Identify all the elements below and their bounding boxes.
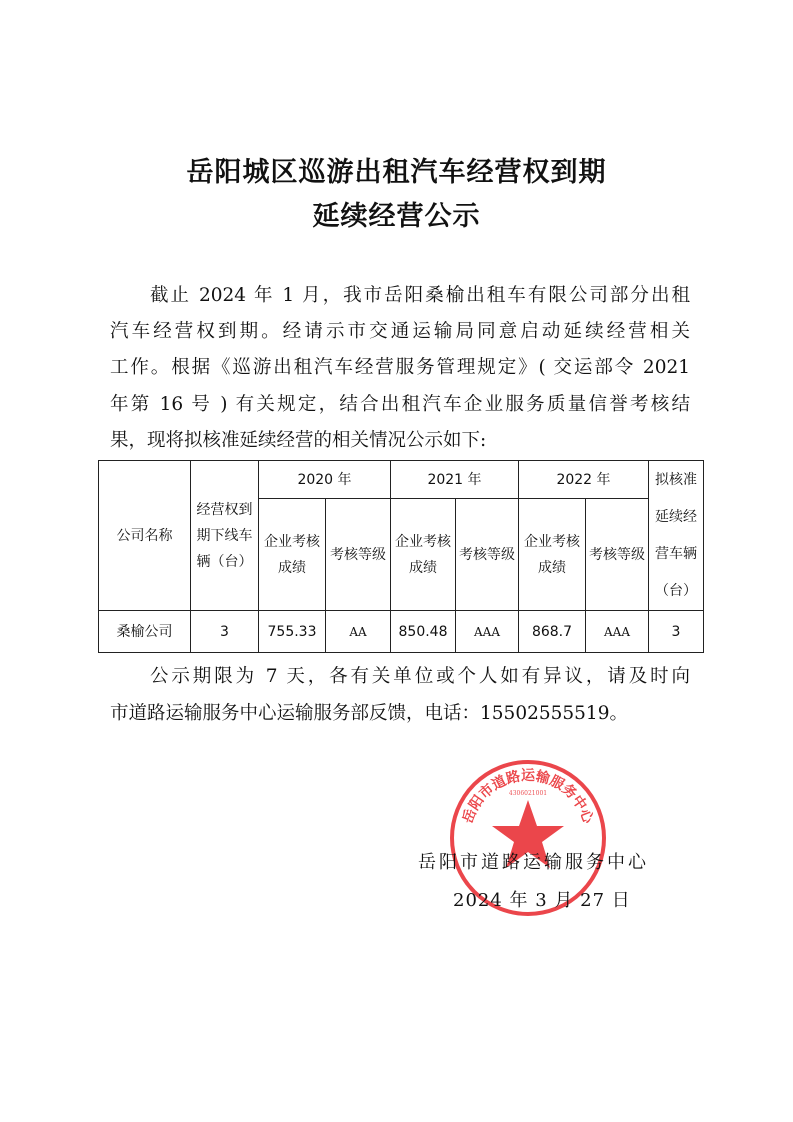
paragraph1-line: 年第 16 号 ) 有关规定，结合出租汽车企业服务质量信誉考核结: [110, 394, 690, 415]
header-score: 企业考核 成绩: [391, 499, 456, 611]
header-grade: 考核等级: [586, 499, 649, 611]
cell-score-2020: 755.33: [259, 611, 326, 653]
cell-expiring: 3: [191, 611, 259, 653]
document-title-line2: 延续经营公示: [312, 201, 481, 232]
paragraph1-line: 截止 2024 年 1 月，我市岳阳桑榆出租车有限公司部分出租: [150, 285, 690, 306]
header-score: 企业考核 成绩: [519, 499, 586, 611]
cell-score-2021: 850.48: [391, 611, 456, 653]
header-expiring: 经营权到 期下线车 辆（台）: [191, 461, 259, 611]
paragraph2-line: 市道路运输服务中心运输服务部反馈，电话：15502555519。: [110, 703, 628, 724]
cell-grade-2021: AAA: [456, 611, 519, 653]
cell-approved: 3: [649, 611, 704, 653]
header-year-2020: 2020 年: [259, 461, 391, 499]
cell-score-2022: 868.7: [519, 611, 586, 653]
evaluation-table: [98, 460, 704, 653]
cell-grade-2020: AA: [326, 611, 391, 653]
cell-grade-2022: AAA: [586, 611, 649, 653]
header-year-2022: 2022 年: [519, 461, 649, 499]
signature-date: 2024 年 3 月 27 日: [453, 890, 631, 911]
signature-organization: 岳阳市道路运输服务中心: [418, 852, 649, 873]
table-row: [99, 611, 704, 653]
header-grade: 考核等级: [456, 499, 519, 611]
header-grade: 考核等级: [326, 499, 391, 611]
header-approved: 拟核准 延续经 营车辆 （台）: [649, 461, 704, 611]
paragraph2-line: 公示期限为 7 天，各有关单位或个人如有异议，请及时向: [150, 666, 690, 687]
header-year-2021: 2021 年: [391, 461, 519, 499]
paragraph1-line: 汽车经营权到期。经请示市交通运输局同意启动延续经营相关: [110, 321, 690, 342]
svg-text:4306021001: 4306021001: [508, 790, 548, 797]
cell-company: 桑榆公司: [99, 611, 191, 653]
paragraph1-line: 果，现将拟核准延续经营的相关情况公示如下:: [110, 430, 487, 451]
document-title-line1: 岳阳城区巡游出租汽车经营权到期: [186, 157, 607, 188]
svg-text:岳阳市道路运输服务中心: 岳阳市道路运输服务中心: [460, 768, 596, 826]
header-company: 公司名称: [99, 461, 191, 611]
header-score: 企业考核 成绩: [259, 499, 326, 611]
paragraph1-line: 工作。根据《巡游出租汽车经营服务管理规定》( 交运部令 2021: [110, 357, 690, 378]
